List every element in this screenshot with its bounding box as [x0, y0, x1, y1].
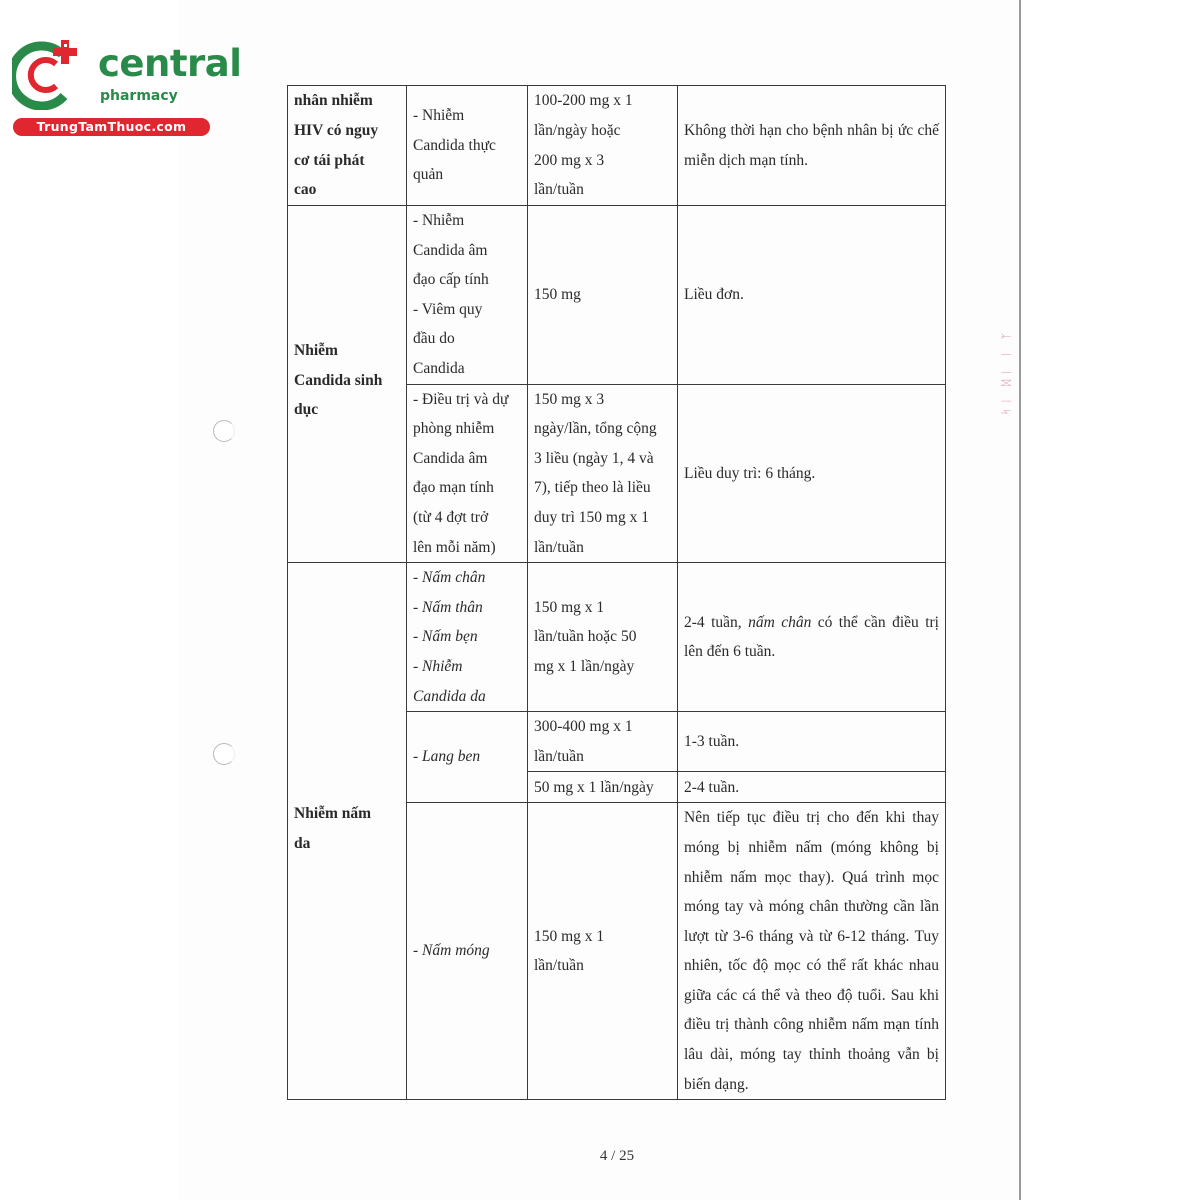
indication-cell: Nhiễm Candida sinh dục — [288, 206, 407, 563]
page-edge — [1019, 0, 1021, 1200]
pharmacy-cross-logo-icon — [12, 40, 82, 110]
duration-cell: Liều đơn. — [678, 206, 946, 385]
dose-cell: 50 mg x 1 lần/ngày — [528, 772, 678, 803]
punch-hole — [213, 743, 235, 765]
dose-cell: 150 mg — [528, 206, 678, 385]
handwritten-annotation: ᛋᛁ ᛞᛁ ᛁ ᛉ — [1000, 328, 1013, 415]
indication-cell: nhân nhiễm HIV có nguy cơ tái phát cao — [288, 86, 407, 206]
indication-cell: Nhiễm nấm da — [288, 563, 407, 1100]
punch-hole — [213, 420, 235, 442]
logo-sub-text: pharmacy — [100, 88, 178, 104]
dosage-table — [287, 85, 946, 1100]
subtype-cell: - Lang ben — [407, 712, 528, 803]
logo-brand-text: central — [98, 42, 242, 85]
subtype-cell: - Nhiễm Candida thực quản — [407, 86, 528, 206]
duration-cell: Nên tiếp tục điều trị cho đến khi thay móng bị nhiễm nấm (móng không bị nhiễm nấm mọc thay). Quá trình mọc móng tay và móng chân thường cần lần lượt từ 3-6 tháng và từ 6-12 tháng. Tuy nhiên, tốc độ mọc có thể rất khác nhau giữa các cá thể và theo độ tuổi. Sau khi điều trị thành công nhiễm nấm mạn tính lâu dài, móng tay thỉnh thoảng vẫn bị biến dạng. — [678, 803, 946, 1100]
subtype-cell: - Nhiễm Candida âm đạo cấp tính - Viêm quy đầu do Candida — [407, 206, 528, 385]
dose-cell: 100-200 mg x 1 lần/ngày hoặc 200 mg x 3 lần/tuần — [528, 86, 678, 206]
subtype-cell: - Nấm chân - Nấm thân - Nấm bẹn - Nhiễm Candida da — [407, 563, 528, 712]
table-row — [288, 206, 946, 385]
table-row — [288, 86, 946, 206]
logo-site-link[interactable]: TrungTamThuoc.com — [13, 118, 210, 136]
table-row — [288, 563, 946, 712]
dose-cell: 150 mg x 1 lần/tuần hoặc 50 mg x 1 lần/ngày — [528, 563, 678, 712]
subtype-cell: - Điều trị và dự phòng nhiễm Candida âm đạo mạn tính (từ 4 đợt trở lên mỗi năm) — [407, 384, 528, 563]
duration-cell: Liều duy trì: 6 tháng. — [678, 384, 946, 563]
subtype-cell: - Nấm móng — [407, 803, 528, 1100]
dose-cell: 300-400 mg x 1 lần/tuần — [528, 712, 678, 772]
duration-cell: 1-3 tuần. — [678, 712, 946, 772]
duration-cell: 2-4 tuần, nấm chân có thể cần điều trị lên đến 6 tuần. — [678, 563, 946, 712]
dose-cell: 150 mg x 1 lần/tuần — [528, 803, 678, 1100]
central-pharmacy-logo — [10, 38, 242, 138]
page-number: 4 / 25 — [599, 1148, 635, 1164]
dose-cell: 150 mg x 3 ngày/lần, tổng cộng 3 liều (ngày 1, 4 và 7), tiếp theo là liều duy trì 150 mg x 1 lần/tuần — [528, 384, 678, 563]
duration-cell: Không thời hạn cho bệnh nhân bị ức chế miễn dịch mạn tính. — [678, 86, 946, 206]
duration-cell: 2-4 tuần. — [678, 772, 946, 803]
